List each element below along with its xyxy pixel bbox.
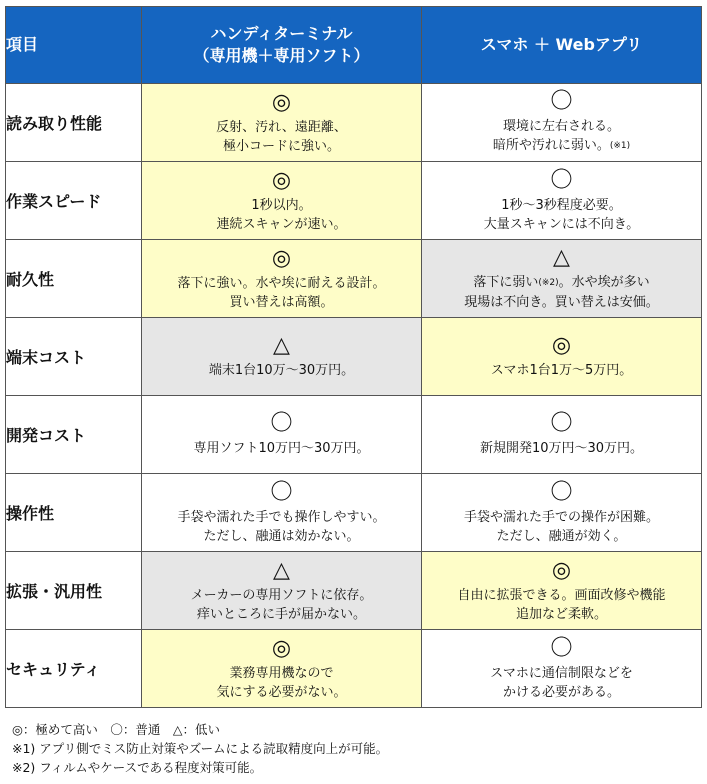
rating-mark: 〇 bbox=[550, 411, 573, 436]
cell-smartphone bbox=[422, 552, 702, 630]
cell-line: 専用ソフト10万円～30万円。 bbox=[193, 441, 370, 456]
cell-line: 連続スキャンが速い。 bbox=[216, 216, 347, 232]
cell-line: 反射、汚れ、遠距離、 bbox=[216, 119, 347, 135]
footer-notes bbox=[12, 720, 388, 777]
cell-line: 1秒～3秒程度必要。 bbox=[501, 197, 622, 213]
cell-line: 環境に左右される。 bbox=[502, 119, 620, 134]
header-row bbox=[6, 7, 702, 84]
rating-mark: 〇 bbox=[550, 479, 573, 505]
rating-mark: △ bbox=[273, 333, 290, 358]
cell-line: ただし、融通が効く。 bbox=[496, 528, 627, 544]
footnote-ref: (※2) bbox=[538, 278, 559, 288]
table-row bbox=[6, 162, 702, 240]
cell-smartphone bbox=[422, 84, 702, 162]
rating-mark: 〇 bbox=[550, 635, 573, 661]
cell-smartphone bbox=[422, 474, 702, 552]
table-row bbox=[6, 240, 702, 318]
comparison-table bbox=[5, 6, 702, 708]
cell-line: メーカーの専用ソフトに依存。 bbox=[190, 587, 373, 603]
rating-mark: ◎ bbox=[271, 635, 292, 661]
cell-line: 手袋や濡れた手でも操作しやすい。 bbox=[177, 509, 386, 525]
table-row bbox=[6, 318, 702, 396]
table-row bbox=[6, 84, 702, 162]
header-smartphone-web: スマホ ＋ Webアプリ bbox=[422, 7, 702, 84]
header-handy-line2: （専用機＋専用ソフト） bbox=[193, 46, 370, 65]
cell-line-with-note bbox=[422, 273, 701, 293]
rating-mark: ◎ bbox=[271, 167, 292, 193]
cell-line: 自由に拡張できる。画面改修や機能 bbox=[457, 587, 666, 603]
table-row bbox=[6, 552, 702, 630]
cell-line: 端末1台10万～30万円。 bbox=[208, 363, 355, 378]
cell-text: 暗所や汚れに弱い。 bbox=[492, 138, 610, 153]
cell-line: 気にする必要がない。 bbox=[216, 684, 347, 700]
header-item: 項目 bbox=[6, 7, 142, 84]
cell-line: 買い替えは高額。 bbox=[229, 294, 334, 310]
cell-smartphone bbox=[422, 240, 702, 318]
table-row bbox=[6, 474, 702, 552]
cell-line: 1秒以内。 bbox=[251, 197, 312, 213]
rating-mark: 〇 bbox=[270, 411, 293, 436]
cell-smartphone bbox=[422, 162, 702, 240]
cell-line: スマホ1台1万～5万円。 bbox=[490, 363, 633, 378]
cell-line: 極小コードに強い。 bbox=[222, 138, 340, 154]
rating-mark: ◎ bbox=[271, 245, 292, 271]
row-label: 開発コスト bbox=[6, 396, 142, 474]
cell-smartphone bbox=[422, 630, 702, 708]
rating-mark: 〇 bbox=[550, 167, 573, 193]
footnote-ref: (※1) bbox=[609, 141, 631, 151]
cell-text: 落下に弱い bbox=[473, 275, 539, 290]
cell-handy bbox=[142, 396, 422, 474]
cell-handy bbox=[142, 552, 422, 630]
cell-line: 手袋や濡れた手での操作が困難。 bbox=[463, 509, 659, 525]
rating-mark: △ bbox=[553, 245, 570, 270]
cell-handy bbox=[142, 84, 422, 162]
rating-mark: ◎ bbox=[551, 557, 572, 583]
cell-line: 現場は不向き。買い替えは安価。 bbox=[464, 295, 659, 310]
cell-handy bbox=[142, 474, 422, 552]
cell-line: 追加など柔軟。 bbox=[515, 606, 607, 622]
row-label: 端末コスト bbox=[6, 318, 142, 396]
cell-handy bbox=[142, 162, 422, 240]
table-row bbox=[6, 396, 702, 474]
cell-line: スマホに通信制限などを bbox=[490, 665, 633, 681]
rating-mark: ◎ bbox=[551, 333, 572, 358]
footnote-1: ※1) アプリ側でミス防止対策やズームによる読取精度向上が可能。 bbox=[12, 741, 389, 756]
row-label: 拡張・汎用性 bbox=[6, 552, 142, 630]
legend: ◎：極めて高い 〇：普通 △：低い bbox=[12, 722, 221, 737]
table-row bbox=[6, 630, 702, 708]
footnote-2: ※2) フィルムやケースである程度対策可能。 bbox=[12, 760, 263, 775]
cell-line: 業務専用機なので bbox=[229, 665, 334, 681]
cell-text: 。水や埃が多い bbox=[558, 275, 650, 290]
cell-handy bbox=[142, 630, 422, 708]
cell-line: かける必要がある。 bbox=[502, 684, 620, 700]
cell-line: ただし、融通は効かない。 bbox=[203, 528, 360, 544]
cell-handy bbox=[142, 240, 422, 318]
row-label: 読み取り性能 bbox=[6, 84, 142, 162]
cell-smartphone bbox=[422, 396, 702, 474]
header-handy-line1: ハンディターミナル bbox=[210, 24, 353, 43]
rating-mark: △ bbox=[273, 557, 290, 583]
cell-line: 大量スキャンには不向き。 bbox=[483, 216, 640, 232]
row-label: 作業スピード bbox=[6, 162, 142, 240]
row-label: 耐久性 bbox=[6, 240, 142, 318]
rating-mark: 〇 bbox=[270, 479, 293, 505]
cell-smartphone bbox=[422, 318, 702, 396]
rating-mark: ◎ bbox=[271, 89, 292, 115]
row-label: セキュリティ bbox=[6, 630, 142, 708]
rating-mark: 〇 bbox=[550, 89, 573, 114]
row-label: 操作性 bbox=[6, 474, 142, 552]
cell-line-with-note bbox=[422, 136, 701, 156]
cell-line: 新規開発10万円～30万円。 bbox=[479, 441, 644, 456]
header-handy-terminal bbox=[142, 7, 422, 84]
cell-handy bbox=[142, 318, 422, 396]
cell-line: 痒いところに手が届かない。 bbox=[196, 606, 366, 622]
cell-line: 落下に強い。水や埃に耐える設計。 bbox=[177, 275, 386, 291]
